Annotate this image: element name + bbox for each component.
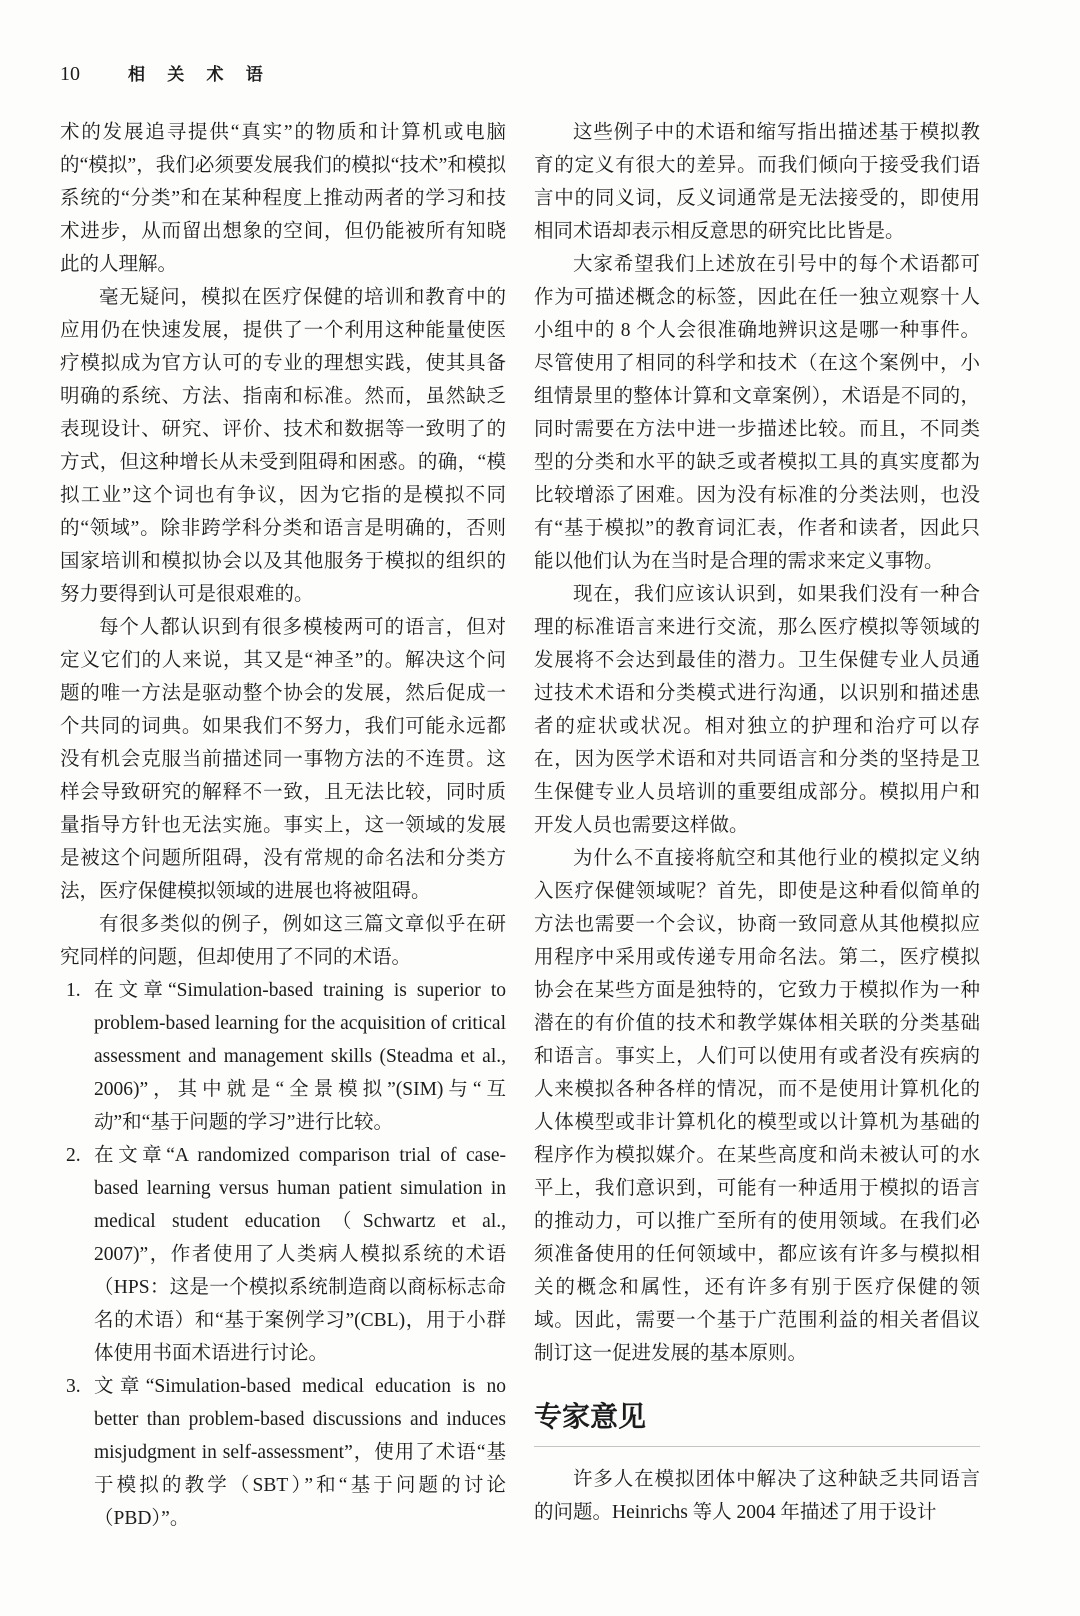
list-item-text: 在文章“A randomized comparison trial of case-based learning versus human patient simulation in medical student education（Schwartz et al., 2007)”，作者使用了人类病人模拟系统的术语（HPS：这是一个模拟系统制造商以商标标志命名的术语）和“基于案例学习”(CBL)，用于小群体使用书面术语进行讨论。	[94, 1145, 506, 1364]
list-item-text: 在文章“Simulation-based training is superior to problem-based learning for the acquisition of critical assessment and management skills (Steadma et al., 2006)”，其中就是“全景模拟”(SIM)与“互动”和“基于问题的学习”进行比较。	[94, 980, 506, 1133]
paragraph: 许多人在模拟团体中解决了这种缺乏共同语言的问题。Heinrichs 等人 2004 年描述了用于设计	[534, 1469, 980, 1523]
list-item-number: 1.	[66, 980, 81, 1001]
running-header-title: 相 关 术 语	[128, 65, 272, 84]
left-column	[60, 116, 506, 1535]
list-item-text: 文章“Simulation-based medical education is no better than problem-based discussions and induces misjudgment in self-assessment”，使用了术语“基于模拟的教学（SBT）”和“基于问题的讨论（PBD）”。	[94, 1376, 506, 1529]
paragraph: 为什么不直接将航空和其他行业的模拟定义纳入医疗保健领域呢？首先，即使是这种看似简单的方法也需要一个会议，协商一致同意从其他模拟应用程序中采用或传递专用命名法。第二，医疗模拟协会在某些方面是独特的，它致力于模拟作为一种潜在的有价值的技术和教学媒体相关联的分类基础和语言。事实上，人们可以使用有或者没有疾病的人来模拟各种各样的情况，而不是使用计算机化的人体模型或非计算机化的模型或以计算机为基础的程序作为模拟媒介。在某些高度和尚未被认可的水平上，我们意识到，可能有一种适用于模拟的语言的推动力，可以推广至所有的使用领域。在我们必须准备使用的任何领域中，都应该有许多与模拟相关的概念和属性，还有许多有别于医疗保健的领域。因此，需要一个基于广范围利益的相关者倡议制订这一促进发展的基本原则。	[534, 848, 980, 1364]
list-item-number: 2.	[66, 1145, 81, 1166]
list-item-number: 3.	[66, 1376, 81, 1397]
list-item	[60, 1139, 506, 1370]
list-item	[60, 974, 506, 1139]
section-heading: 专家意见	[534, 1401, 647, 1432]
paragraph: 每个人都认识到有很多模棱两可的语言，但对定义它们的人来说，其又是“神圣”的。解决这个问题的唯一方法是驱动整个协会的发展，然后促成一个共同的词典。如果我们不努力，我们可能永远都没有机会克服当前描述同一事物方法的不连贯。这样会导致研究的解释不一致，且无法比较，同时质量指导方针也无法实施。事实上，这一领域的发展是被这个问题所阻碍，没有常规的命名法和分类方法，医疗保健模拟领域的进展也将被阻碍。	[60, 617, 506, 902]
paragraph: 有很多类似的例子，例如这三篇文章似乎在研究同样的问题，但却使用了不同的术语。	[60, 914, 506, 968]
paragraph: 毫无疑问，模拟在医疗保健的培训和教育中的应用仍在快速发展，提供了一个利用这种能量使医疗模拟成为官方认可的专业的理想实践，使其具备明确的系统、方法、指南和标准。然而，虽然缺乏表现设计、研究、评价、技术和数据等一致明了的方式，但这种增长从未受到阻碍和困惑。的确，“模拟工业”这个词也有争议，因为它指的是模拟不同的“领域”。除非跨学科分类和语言是明确的，否则国家培训和模拟协会以及其他服务于模拟的组织的努力要得到认可是很艰难的。	[60, 287, 506, 605]
text-columns	[60, 116, 980, 1535]
page-header	[60, 60, 980, 86]
paragraph: 这些例子中的术语和缩写指出描述基于模拟教育的定义有很大的差异。而我们倾向于接受我们语言中的同义词，反义词通常是无法接受的，即使用相同术语却表示相反意思的研究比比皆是。	[534, 122, 980, 242]
right-column	[534, 116, 980, 1535]
numbered-list	[60, 974, 506, 1535]
paragraph: 术的发展追寻提供“真实”的物质和计算机或电脑的“模拟”，我们必须要发展我们的模拟“技术”和模拟系统的“分类”和在某种程度上推动两者的学习和技术进步，从而留出想象的空间，但仍能被所有知晓此的人理解。	[60, 122, 506, 275]
page-number: 10	[60, 63, 80, 85]
list-item	[60, 1370, 506, 1535]
paragraph: 现在，我们应该认识到，如果我们没有一种合理的标准语言来进行交流，那么医疗模拟等领域的发展将不会达到最佳的潜力。卫生保健专业人员通过技术术语和分类模式进行沟通，以识别和描述患者的症状或状况。相对独立的护理和治疗可以存在，因为医学术语和对共同语言和分类的坚持是卫生保健专业人员培训的重要组成部分。模拟用户和开发人员也需要这样做。	[534, 584, 980, 836]
heading-divider	[534, 1446, 980, 1447]
paragraph: 大家希望我们上述放在引号中的每个术语都可作为可描述概念的标签，因此在任一独立观察十人小组中的 8 个人会很准确地辨识这是哪一种事件。尽管使用了相同的科学和技术（在这个案例中，小组情景里的整体计算和文章案例），术语是不同的，同时需要在方法中进一步描述比较。而且，不同类型的分类和水平的缺乏或者模拟工具的真实度都为比较增添了困难。因为没有标准的分类法则，也没有“基于模拟”的教育词汇表，作者和读者，因此只能以他们认为在当时是合理的需求来定义事物。	[534, 254, 980, 572]
